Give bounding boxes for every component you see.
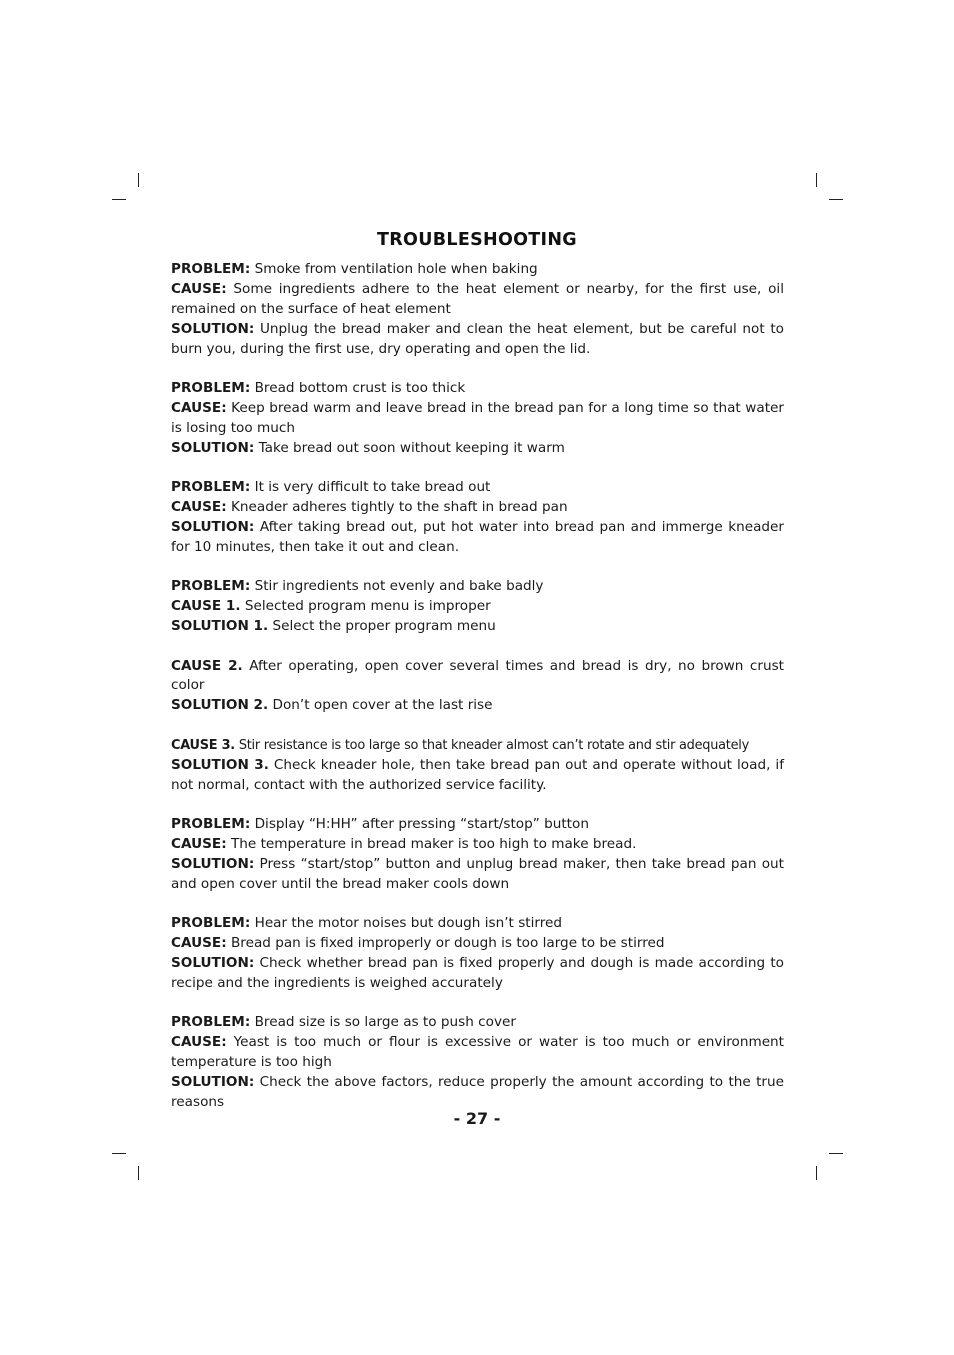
entry-text: Keep bread warm and leave bread in the bread pan for a long time so that water is losing too much xyxy=(171,399,784,436)
entry-line xyxy=(171,260,784,280)
entry-line xyxy=(171,756,784,796)
entry-text: Unplug the bread maker and clean the heat element, but be careful not to burn you, during the first use, dry operating and open the lid. xyxy=(171,320,785,357)
entry-label: PROBLEM: xyxy=(171,1014,251,1031)
entry-text: Hear the motor noises but dough isn’t stirred xyxy=(254,915,563,932)
crop-mark-top-left-horizontal xyxy=(112,199,126,200)
troubleshooting-entry xyxy=(171,815,784,895)
entry-line xyxy=(171,954,784,994)
entry-label: CAUSE: xyxy=(171,1034,227,1051)
entry-label: CAUSE 1. xyxy=(171,598,241,615)
entry-text: Stir resistance is too large so that kneader almost can’t rotate and stir adequately xyxy=(238,737,749,753)
entry-line xyxy=(171,855,784,895)
entry-label: PROBLEM: xyxy=(171,261,251,277)
entry-text: Some ingredients adhere to the heat element or nearby, for the first use, oil remained on the surface of heat element xyxy=(171,280,784,317)
entry-line xyxy=(171,1033,784,1073)
entry-label: SOLUTION: xyxy=(171,1073,255,1090)
entry-line xyxy=(171,914,784,934)
entry-line xyxy=(171,835,784,855)
entry-text: Yeast is too much or flour is excessive or water is too much or environment temperature is too high xyxy=(171,1034,784,1070)
entry-text: Selected program menu is improper xyxy=(244,598,491,615)
crop-mark-top-right-horizontal xyxy=(829,199,843,200)
troubleshooting-entry xyxy=(171,577,784,637)
entry-text: Press “start/stop” button and unplug bread maker, then take bread pan out and open cover until the bread maker cools down xyxy=(171,855,784,892)
entry-text: Check the above factors, reduce properly the amount according to the true reasons xyxy=(171,1073,784,1110)
entry-line xyxy=(171,934,784,954)
entry-label: CAUSE: xyxy=(171,399,227,416)
troubleshooting-entry xyxy=(171,478,784,558)
entry-line xyxy=(171,478,784,498)
troubleshooting-entry xyxy=(171,379,784,459)
entry-label: SOLUTION: xyxy=(171,320,255,337)
entry-label: PROBLEM: xyxy=(171,479,251,496)
entry-label: PROBLEM: xyxy=(171,815,251,832)
entry-label: PROBLEM: xyxy=(171,578,251,595)
entry-line xyxy=(171,518,784,558)
entry-text: Check whether bread pan is fixed properly and dough is made according to recipe and the ingredients is weighed accurately xyxy=(171,954,784,991)
page-title: TROUBLESHOOTING xyxy=(377,230,577,250)
crop-mark-bottom-left-vertical xyxy=(138,1166,139,1180)
entry-text: Bread bottom crust is too thick xyxy=(254,380,466,397)
entry-text: After taking bread out, put hot water into bread pan and immerge kneader for 10 minutes, then take it out and clean. xyxy=(171,518,784,555)
crop-mark-top-left-vertical xyxy=(138,173,139,187)
entry-line xyxy=(171,1013,784,1033)
entry-line xyxy=(171,617,784,637)
crop-mark-top-right-vertical xyxy=(816,173,817,187)
entry-line xyxy=(171,320,784,360)
entry-text: Stir ingredients not evenly and bake badly xyxy=(254,578,544,595)
entry-text: Bread pan is fixed improperly or dough is too large to be stirred xyxy=(230,934,665,951)
entry-text: It is very difficult to take bread out xyxy=(254,479,491,496)
entry-line xyxy=(171,696,784,716)
entry-line xyxy=(171,280,784,320)
entry-line xyxy=(171,736,784,756)
entry-label: SOLUTION: xyxy=(171,954,255,971)
entry-text: Take bread out soon without keeping it warm xyxy=(258,439,565,456)
entry-line xyxy=(171,577,784,597)
entry-line xyxy=(171,1073,784,1113)
entry-line xyxy=(171,399,784,439)
entry-label: CAUSE: xyxy=(171,499,227,516)
entry-label: PROBLEM: xyxy=(171,380,251,397)
entry-label: SOLUTION: xyxy=(171,855,255,872)
troubleshooting-entry xyxy=(171,1013,784,1113)
troubleshooting-entry xyxy=(171,736,784,796)
crop-mark-bottom-right-horizontal xyxy=(829,1153,843,1154)
entry-text: Kneader adheres tightly to the shaft in bread pan xyxy=(230,499,568,516)
entry-label: CAUSE: xyxy=(171,934,227,951)
entry-line xyxy=(171,498,784,518)
troubleshooting-entry xyxy=(171,914,784,994)
entry-text: Bread size is so large as to push cover xyxy=(254,1014,516,1031)
entry-line xyxy=(171,439,784,459)
entry-text: Select the proper program menu xyxy=(272,618,496,635)
entry-line xyxy=(171,597,784,617)
crop-mark-bottom-left-horizontal xyxy=(112,1153,126,1154)
entry-text: Display “H:HH” after pressing “start/stop” button xyxy=(254,815,589,832)
entry-line xyxy=(171,815,784,835)
entry-label: CAUSE 2. xyxy=(171,657,243,674)
entry-label: SOLUTION: xyxy=(171,518,255,535)
entry-label: SOLUTION 2. xyxy=(171,697,269,714)
entry-line xyxy=(171,379,784,399)
troubleshooting-list xyxy=(171,260,784,1132)
entry-text: Don’t open cover at the last rise xyxy=(272,697,493,714)
entry-label: SOLUTION 1. xyxy=(171,618,269,635)
entry-label: SOLUTION: xyxy=(171,439,255,456)
entry-label: CAUSE 3. xyxy=(171,737,235,753)
entry-text: The temperature in bread maker is too high to make bread. xyxy=(230,835,637,852)
crop-mark-bottom-right-vertical xyxy=(816,1166,817,1180)
troubleshooting-entry xyxy=(171,657,784,717)
entry-label: CAUSE: xyxy=(171,835,227,852)
entry-line xyxy=(171,657,784,697)
entry-label: CAUSE: xyxy=(171,280,227,297)
page-number: - 27 - xyxy=(453,1109,501,1128)
entry-text: Smoke from ventilation hole when baking xyxy=(254,261,538,277)
entry-label: SOLUTION 3. xyxy=(171,756,269,773)
entry-text: Check kneader hole, then take bread pan out and operate without load, if not normal, contact with the authorized service facility. xyxy=(171,756,784,793)
entry-label: PROBLEM: xyxy=(171,915,251,932)
troubleshooting-entry xyxy=(171,260,784,360)
entry-text: After operating, open cover several times and bread is dry, no brown crust color xyxy=(171,657,784,694)
